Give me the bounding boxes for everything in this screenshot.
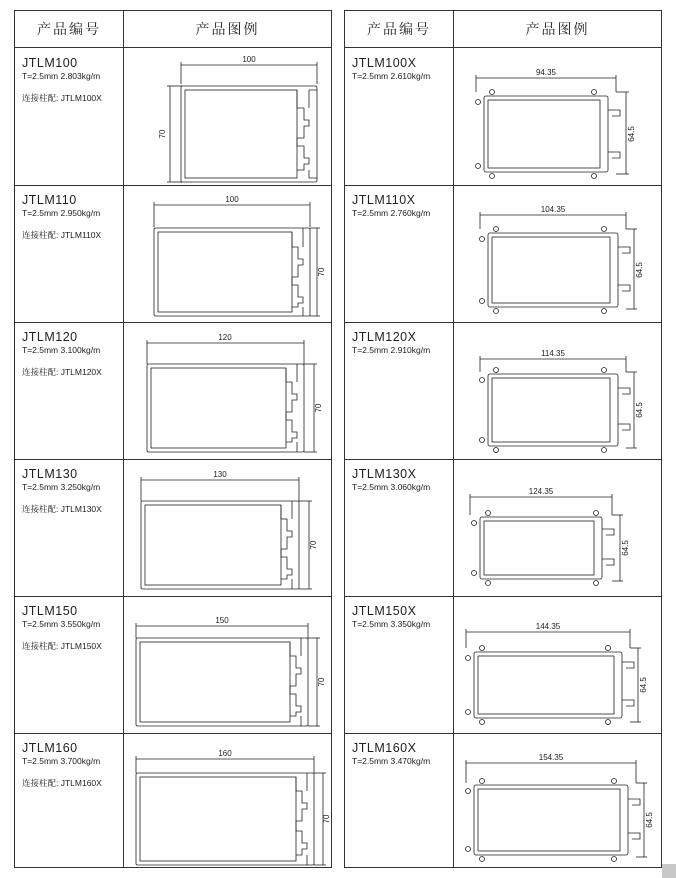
- dim-width: 144.35: [535, 622, 561, 631]
- table-header: [345, 11, 661, 48]
- product-connector: 连接柱配: JTLM130X: [22, 504, 102, 514]
- product-code: JTLM160: [22, 741, 78, 755]
- dim-height: 64.5: [639, 677, 648, 693]
- dim-height: 64.5: [621, 540, 630, 556]
- product-code: JTLM130: [22, 467, 78, 481]
- profile-table-left: [14, 10, 332, 868]
- product-spec: T=2.5mm 2.610kg/m: [352, 71, 431, 81]
- dim-height: 70: [309, 540, 318, 550]
- product-spec: T=2.5mm 3.470kg/m: [352, 756, 431, 766]
- dim-height: 64.5: [635, 402, 644, 418]
- profile-drawing: [454, 322, 661, 459]
- product-row: [15, 459, 331, 597]
- product-connector: 连接柱配: JTLM150X: [22, 641, 102, 651]
- product-row: [15, 48, 331, 186]
- product-spec: T=2.5mm 3.100kg/m: [22, 345, 101, 355]
- profile-drawing: [454, 185, 661, 322]
- header-product-figure: 产品图例: [525, 21, 590, 37]
- profile-drawing: [124, 185, 331, 322]
- product-spec: T=2.5mm 2.910kg/m: [352, 345, 431, 355]
- dim-width: 100: [242, 55, 256, 64]
- product-connector: 连接柱配: JTLM110X: [22, 230, 102, 240]
- profile-drawing: [454, 48, 661, 185]
- dim-width: 120: [218, 333, 232, 342]
- dim-width: 130: [213, 470, 227, 479]
- product-connector: 连接柱配: JTLM100X: [22, 93, 102, 103]
- product-spec: T=2.5mm 2.760kg/m: [352, 208, 431, 218]
- profile-drawing: [454, 596, 661, 733]
- profile-drawing: [124, 459, 331, 596]
- page-corner-tab: [662, 864, 676, 878]
- product-spec: T=2.5mm 3.060kg/m: [352, 482, 431, 492]
- dim-width: 94.35: [535, 68, 557, 77]
- dim-width: 104.35: [540, 205, 566, 214]
- dim-height: 64.5: [627, 126, 636, 142]
- dim-width: 100: [225, 195, 239, 204]
- product-spec: T=2.5mm 3.350kg/m: [352, 619, 431, 629]
- product-row: [345, 596, 661, 734]
- product-row: [345, 322, 661, 460]
- profile-drawing: [454, 459, 661, 596]
- dim-height: 70: [158, 129, 167, 139]
- header-product-code: 产品编号: [345, 11, 454, 47]
- profile-drawing: [454, 733, 661, 870]
- dim-width: 124.35: [528, 487, 554, 496]
- dim-height: 70: [317, 677, 326, 687]
- dim-width: 114.35: [541, 349, 565, 358]
- product-row: [15, 596, 331, 734]
- product-spec: T=2.5mm 3.700kg/m: [22, 756, 101, 766]
- product-code: JTLM150: [22, 604, 78, 618]
- dim-height: 70: [322, 814, 331, 824]
- dim-height: 70: [317, 267, 326, 277]
- product-code: JTLM100: [22, 56, 78, 70]
- product-row: [345, 733, 661, 870]
- product-spec: T=2.5mm 3.250kg/m: [22, 482, 101, 492]
- product-code: JTLM100X: [352, 56, 417, 70]
- product-row: [345, 459, 661, 597]
- table-header: [15, 11, 331, 48]
- product-spec: T=2.5mm 2.950kg/m: [22, 208, 101, 218]
- dim-height: 64.5: [635, 262, 644, 278]
- product-code: JTLM120: [22, 330, 78, 344]
- profile-drawing: [124, 596, 331, 733]
- dim-width: 154.35: [538, 753, 564, 762]
- dim-height: 70: [314, 403, 323, 413]
- product-spec: T=2.5mm 2.803kg/m: [22, 71, 101, 81]
- header-product-code: 产品编号: [15, 11, 124, 47]
- header-product-figure: 产品图例: [195, 21, 260, 37]
- dim-width: 150: [215, 616, 229, 625]
- dim-height: 64.5: [645, 812, 654, 828]
- product-code: JTLM110X: [352, 193, 416, 207]
- product-code: JTLM150X: [352, 604, 417, 618]
- product-spec: T=2.5mm 3.550kg/m: [22, 619, 101, 629]
- product-row: [15, 322, 331, 460]
- product-row: [345, 185, 661, 323]
- product-code: JTLM110: [22, 193, 77, 207]
- profile-drawing: [124, 322, 331, 459]
- profile-drawing: [124, 48, 331, 185]
- product-row: [15, 733, 331, 870]
- dim-width: 160: [218, 749, 232, 758]
- product-row: [345, 48, 661, 186]
- product-connector: 连接柱配: JTLM160X: [22, 778, 102, 788]
- profile-drawing: [124, 733, 331, 870]
- product-code: JTLM160X: [352, 741, 417, 755]
- product-code: JTLM120X: [352, 330, 417, 344]
- product-code: JTLM130X: [352, 467, 417, 481]
- product-row: [15, 185, 331, 323]
- profile-table-right: [344, 10, 662, 868]
- product-connector: 连接柱配: JTLM120X: [22, 367, 102, 377]
